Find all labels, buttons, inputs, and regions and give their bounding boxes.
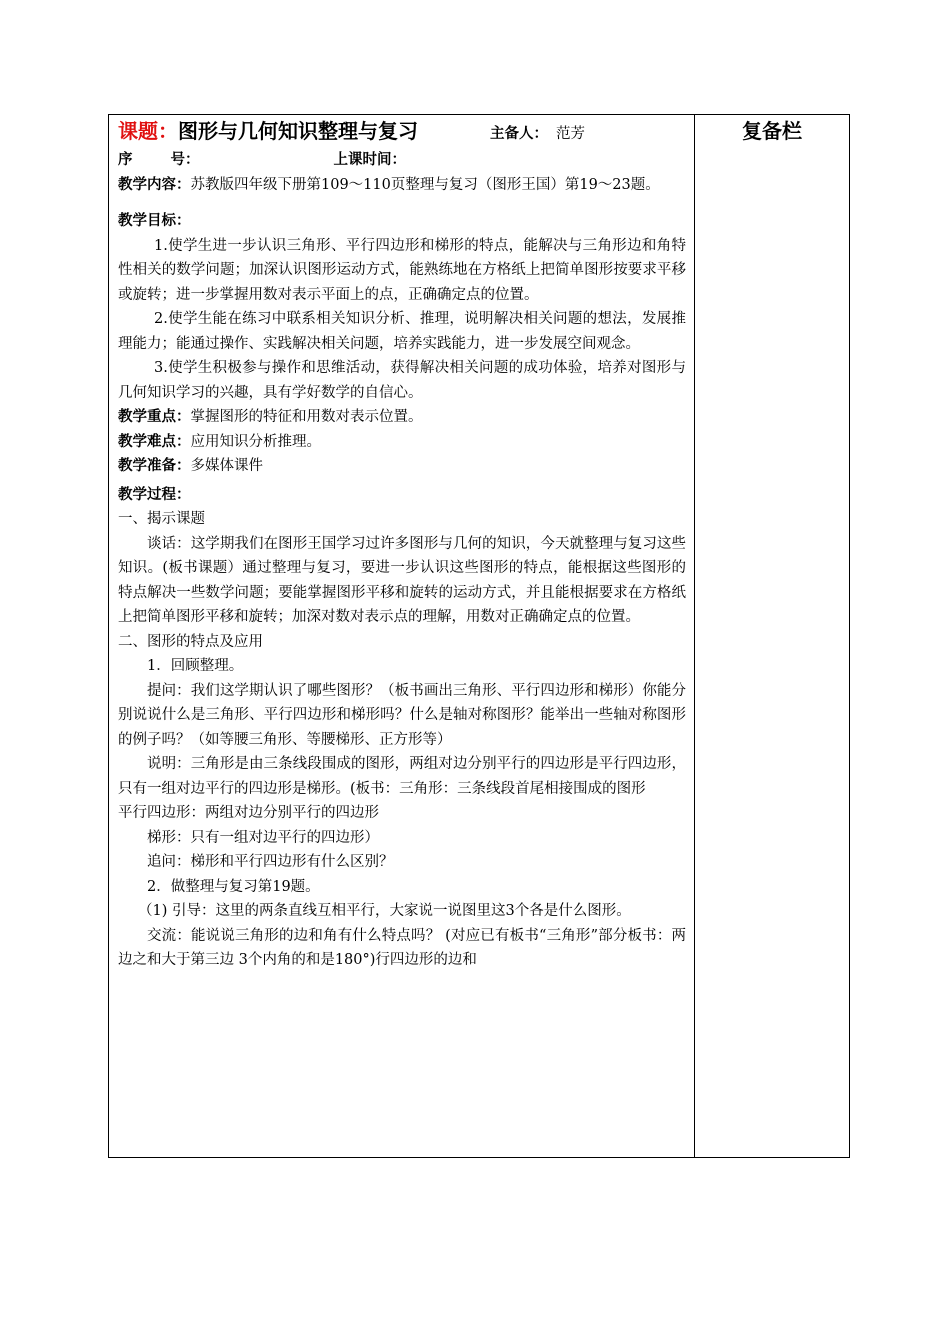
- section-2-explain: 说明：三角形是由三条线段围成的图形，两组对边分别平行的四边形是平行四边形，只有一组对边平行的四边形是梯形。(板书：三角形：三条线段首尾相接围成的图形: [118, 756, 686, 797]
- title-row: [118, 117, 686, 148]
- seq-label-2: 号：: [170, 152, 200, 168]
- section-2-trapezoid: 梯形：只有一组对边平行的四边形）: [147, 829, 379, 846]
- host-name: 范芳: [556, 126, 585, 142]
- key-row: [118, 405, 686, 430]
- prep-text: 多媒体课件: [190, 458, 263, 474]
- content-row: [118, 173, 686, 198]
- section-2-item-1: 1．回顾整理。: [147, 658, 244, 674]
- section-2-ask: 提问：我们这学期认识了哪些图形？（板书画出三角形、平行四边形和梯形）你能分别说说什么是三角形、平行四边形和梯形吗？什么是轴对称图形？能举出一些轴对称图形的例子吗？（如等腰三角形、等腰梯形、正方形等）: [118, 682, 686, 748]
- difficulty-label: 教学难点：: [118, 433, 191, 450]
- section-2-exchange: 交流：能说说三角形的边和角有什么特点吗？ (对应已有板书“三角形”部分板书：两边之和大于第三边 3个内角的和是180°)行四边形的边和: [118, 927, 686, 968]
- section-1-text: 谈话：这学期我们在图形王国学习过许多图形与几何的知识，今天就整理与复习这些知识。(板书课题）通过整理与复习，要进一步认识这些图形的特点，能根据这些图形的特点解决一些数学问题；要能掌握图形平移和旋转的运动方式，并且能根据要求在方格纸上把简单图形平移和旋转；加深对数对表示点的理解，用数对正确确定点的位置。: [118, 535, 686, 625]
- process-label: 教学过程：: [118, 486, 191, 503]
- process-heading: [118, 483, 686, 508]
- section-2-title: 二、图形的特点及应用: [118, 633, 263, 650]
- page-title: 图形与几何知识整理与复习: [178, 119, 418, 143]
- content-label: 教学内容：: [118, 176, 191, 193]
- prep-row: [118, 454, 686, 479]
- prep-label: 教学准备：: [118, 458, 191, 474]
- seq-row: [118, 148, 686, 173]
- section-2-parallelogram: 平行四边形：两组对边分别平行的四边形: [118, 805, 379, 821]
- section-1-title: 一、揭示课题: [118, 511, 205, 527]
- section-2-follow: 追问：梯形和平行四边形有什么区别？: [147, 854, 394, 870]
- goals-heading: [118, 209, 686, 234]
- time-label: 上课时间：: [333, 152, 406, 168]
- title-label: 课题：: [118, 119, 178, 143]
- main-content-cell: [109, 115, 695, 1158]
- key-text: 掌握图形的特征和用数对表示位置。: [190, 409, 423, 425]
- lesson-plan-table: [108, 114, 850, 1158]
- host-label: 主备人：: [490, 126, 548, 142]
- goal-3: 3.使学生积极参与操作和思维活动，获得解决相关问题的成功体验，培养对图形与几何知识学习的兴趣，具有学好数学的自信心。: [118, 360, 686, 401]
- content-text: 苏教版四年级下册第109～110页整理与复习（图形王国）第19～23题。: [190, 176, 660, 193]
- key-label: 教学重点：: [118, 409, 191, 425]
- goal-1: 1.使学生进一步认识三角形、平行四边形和梯形的特点，能解决与三角形边和角特性相关的数学问题；加深认识图形运动方式，能熟练地在方格纸上把简单图形按要求平移或旋转；进一步掌握用数对表示平面上的点，正确确定点的位置。: [118, 237, 686, 303]
- review-column-title: 复备栏: [742, 119, 802, 143]
- seq-label-1: 序: [118, 152, 133, 168]
- difficulty-row: [118, 430, 686, 455]
- section-2-item-2: 2．做整理与复习第19题。: [147, 878, 320, 895]
- section-2-guide: （1) 引导：这里的两条直线互相平行，大家说一说图里这3个各是什么图形。: [138, 903, 631, 919]
- goals-label: 教学目标：: [118, 213, 191, 229]
- review-column: [695, 115, 850, 1158]
- difficulty-text: 应用知识分析推理。: [190, 433, 321, 450]
- goal-2: 2.使学生能在练习中联系相关知识分析、推理，说明解决相关问题的想法，发展推理能力；能通过操作、实践解决相关问题，培养实践能力，进一步发展空间观念。: [118, 311, 686, 352]
